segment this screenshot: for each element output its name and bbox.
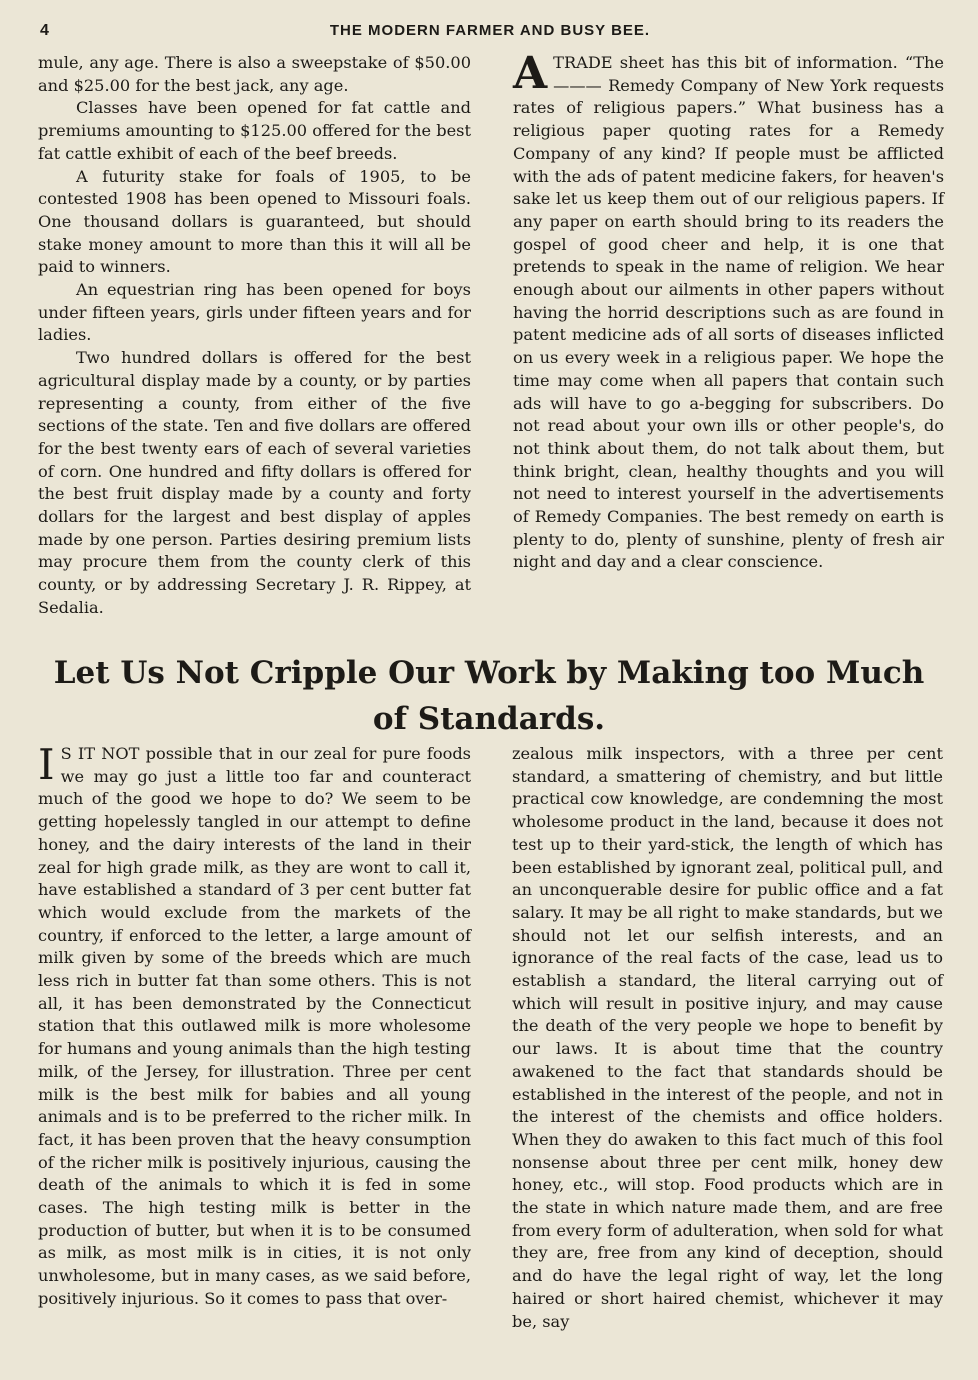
paragraph: An equestrian ring has been opened for boys under fifteen years, girls under fifteen years and for ladies. (38, 280, 471, 345)
running-title: THE MODERN FARMER AND BUSY BEE. (329, 22, 651, 39)
paragraph: Two hundred dollars is offered for the best agricultural display made by a county, or by parties representing a county, from either of the five sections of the state. Ten and five dollars are offered for the best twenty ears of each of several varieties of corn. One hundred and fifty dollars is offered for the best fruit display made by a county and forty dollars for the largest and best display of apples made by one person. Parties desiring premium lists may procure them from the county clerk of this county, or by addressing Secretary J. R. Rippey, at Sedalia. (38, 348, 471, 617)
paragraph: TRADE sheet has this bit of information. “The ——— Remedy Company of New York requests rates of religious papers.” What business has a religious paper quoting rates for a Remedy Company of any kind? If people must be afflicted with the ads of patent medicine fakers, for heaven's sake let us keep them out of our religious papers. If any paper on earth should bring to its readers the gospel of good cheer and help, it is one that pretends to speak in the name of religion. We hear enough about our ailments in other papers without having the horrid descriptions such as are found in patent medicine ads of all sorts of diseases inflicted on us every week in a religious paper. We hope the time may come when all papers that contain such ads will have to go a-begging for subscribers. Do not read about your own ills or other people's, do not think about them, do not talk about them, but think bright, clean, healthy thoughts and you will not need to interest yourself in the advertisements of Remedy Companies. The best remedy on earth is plenty to do, plenty of sunshine, plenty of fresh air night and day and a clear conscience. (513, 53, 944, 572)
article-headline (30, 650, 948, 742)
drop-cap: A (513, 48, 548, 99)
page-header (38, 22, 942, 44)
paragraph: zealous milk inspectors, with a three per cent standard, a smattering of chemistry, and but little practical cow knowledge, are condemning the most wholesome product in the land, because it does not test up to their yard-stick, the length of which has been established by ignorant zeal, political pull, and an unconquerable desire for public office and a fat salary. It may be all right to make standards, but we should not let our selfish interests, and an ignorance of the real facts of the case, lead us to establish a standard, the literal carrying out of which will result in positive injury, and may cause the death of the very people we hope to benefit by our laws. It is about time that the country awakened to the fact that standards should be established in the interest of the people, and not in the interest of the chemists and office holders. When they do awaken to this fact much of this fool nonsense about three per cent milk, honey dew honey, etc., will stop. Food products which are in the state in which nature made them, and are free from every form of adulteration, when sold for what they are, free from any kind of deception, should and do have the legal right of way, let the long haired or short haired chemist, whichever it may be, say (512, 744, 943, 1331)
paragraph: mule, any age. There is also a sweepstake of $50.00 and $25.00 for the best jack, any age. (38, 53, 471, 95)
column-top-right (513, 48, 944, 574)
paragraph: S IT NOT possible that in our zeal for pure foods we may go just a little too far and counteract much of the good we hope to do? We seem to be getting hopelessly tangled in our attempt to define honey, and the dairy interests of the land in their zeal for high grade milk, as they are wont to call it, have established a standard of 3 per cent butter fat which would exclude from the markets of the country, if enforced to the letter, a large amount of milk given by some of the breeds which are much less rich in butter fat than some others. This is not all, it has been demonstrated by the Connecticut station that this outlawed milk is more wholesome for humans and young animals than the high testing milk, of the Jersey, for illustration. Three per cent milk is the best milk for babies and all young animals and is to be preferred to the richer milk. In fact, it has been proven that the heavy consumption of the richer milk is positively injurious, causing the death of the animals to which it is fed in some cases. The high testing milk is better in the production of butter, but when it is to be consumed as milk, as most milk is in cities, it is not only unwholesome, but in many cases, as we said before, positively injurious. So it comes to pass that over- (38, 744, 471, 1308)
column-bottom-left (38, 740, 471, 1311)
paragraph: Classes have been opened for fat cattle and premiums amounting to $125.00 offered for the best fat cattle exhibit of each of the beef breeds. (38, 98, 471, 163)
headline-line: Let Us Not Cripple Our Work by Making too Much (53, 655, 925, 691)
column-top-left (38, 52, 471, 620)
page-number: 4 (40, 22, 49, 39)
drop-cap: I (38, 740, 55, 789)
paragraph: A futurity stake for foals of 1905, to be contested 1908 has been opened to Missouri foals. One thousand dollars is guaranteed, but should stake money amount to more than this it will all be paid to winners. (38, 166, 471, 277)
headline-line: of Standards. (372, 701, 606, 737)
column-bottom-right (512, 743, 943, 1333)
